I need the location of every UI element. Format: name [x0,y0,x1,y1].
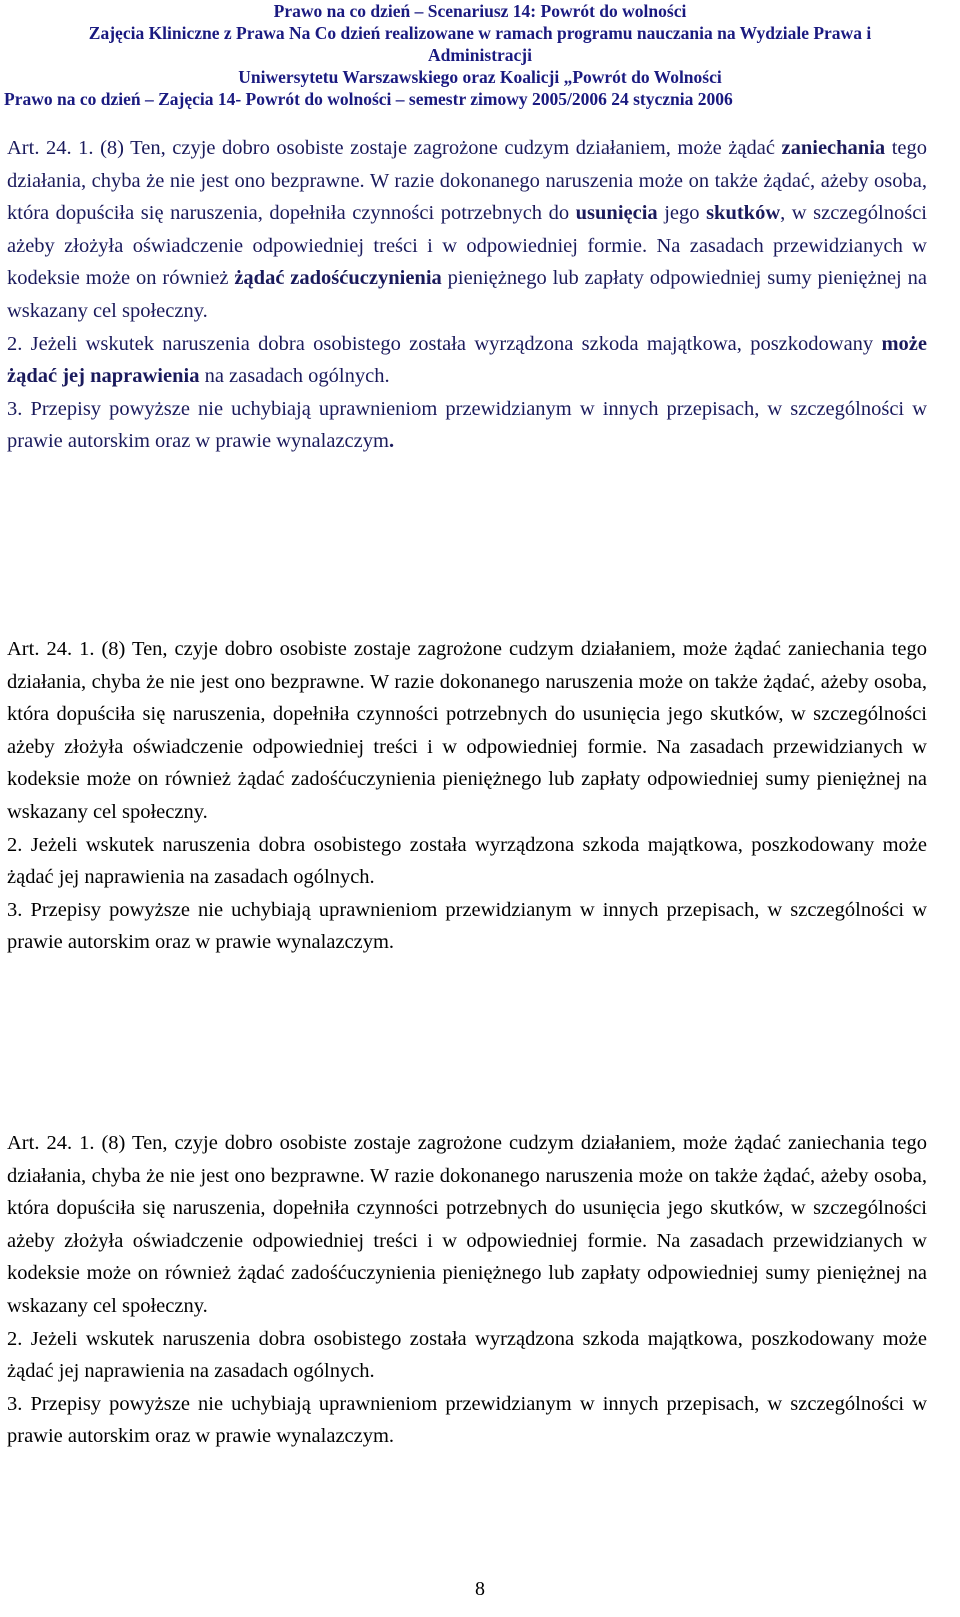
article-paragraph-2 [7,328,927,393]
text-span: 3. Przepisy powyższe nie uchybiają uprawnieniom przewidzianym w innych przepisach, w szczególności w prawie autorskim oraz w prawie wynalazczym [7,397,927,453]
text-span: jego [657,202,707,225]
header-title: Prawo na co dzień – Scenariusz 14: Powrót do wolności [273,1,687,21]
text-span: . [388,430,395,453]
article-paragraph-1: Art. 24. 1. (8) Ten, czyje dobro osobiste zostaje zagrożone cudzym działaniem, może żądać zaniechania tego działania, chyba że nie jest ono bezprawne. W razie dokonanego naruszenia może on także żądać, ażeby osoba, która dopuściła się naruszenia, dopełniła czynności potrzebnych do usunięcia jego skutków, w szczególności ażeby złożyła oświadczenie odpowiedniej treści i w odpowiedniej formie. Na zasadach przewidzianych w kodeksie może on również żądać zadośćuczynienia pieniężnego lub zapłaty odpowiedniej sumy pieniężnej na wskazany cel społeczny. [7,1132,927,1317]
article-block-2 [7,633,927,959]
article-paragraph-1: Art. 24. 1. (8) Ten, czyje dobro osobiste zostaje zagrożone cudzym działaniem, może żądać zaniechania tego działania, chyba że nie jest ono bezprawne. W razie dokonanego naruszenia może on także żądać, ażeby osoba, która dopuściła się naruszenia, dopełniła czynności potrzebnych do usunięcia jego skutków, w szczególności ażeby złożyła oświadczenie odpowiedniej treści i w odpowiedniej formie. Na zasadach przewidzianych w kodeksie może on również żądać zadośćuczynienia pieniężnego lub zapłaty odpowiedniej sumy pieniężnej na wskazany cel społeczny. [7,638,927,823]
article-paragraph-2: 2. Jeżeli wskutek naruszenia dobra osobistego została wyrządzona szkoda majątkowa, poszkodowany może żądać jej naprawienia na zasadach ogólnych. [7,833,927,889]
header-program: Zajęcia Kliniczne z Prawa Na Co dzień realizowane w ramach programu nauczania na Wydziale Prawa i [88,23,872,43]
article-block-highlighted [7,132,927,458]
text-span: tego działania, chyba że nie jest ono bezprawne. W razie dokonanego naruszenia może on także żądać, ażeby osoba, która dopuściła się naruszenia, dopełniła czynności potrzebnych do [7,137,928,225]
article-paragraph-2: 2. Jeżeli wskutek naruszenia dobra osobistego została wyrządzona szkoda majątkowa, poszkodowany może żądać jej naprawienia na zasadach ogólnych. [7,1327,927,1383]
emphasis-skutkow: skutków [706,202,781,225]
header-session: Prawo na co dzień – Zajęcia 14- Powrót do wolności – semestr zimowy 2005/2006 24 stycznia 2006 [4,89,733,109]
text-span: Art. 24. 1. (8) Ten, czyje dobro osobiste zostaje zagrożone cudzym działaniem, może żądać [7,137,782,159]
text-span: , w szczególności ażeby złożyła oświadczenie odpowiedniej treści i w odpowiedniej formie. Na zasadach przewidzianych w kodeksie może on również [7,202,927,290]
article-block-3 [7,1127,927,1453]
article-paragraph-1 [7,132,927,328]
text-span: 2. Jeżeli wskutek naruszenia dobra osobistego została wyrządzona szkoda majątkowa, poszkodowany [7,332,882,355]
emphasis-zaniechania: zaniechania [781,137,886,159]
header-university: Uniwersytetu Warszawskiego oraz Koalicji „Powrót do Wolności [238,67,722,87]
article-paragraph-3: 3. Przepisy powyższe nie uchybiają uprawnieniom przewidzianym w innych przepisach, w szczególności w prawie autorskim oraz w prawie wynalazczym. [7,898,927,954]
emphasis-zadoscuczynienia: żądać zadośćuczynienia [234,267,442,290]
emphasis-naprawienia: może żądać jej naprawienia [7,332,927,388]
text-span: na zasadach ogólnych. [199,365,390,388]
text-span: pieniężnego lub zapłaty odpowiedniej sumy pieniężnej na wskazany cel społeczny. [7,267,927,322]
article-paragraph-3 [7,393,927,458]
emphasis-usuniecia: usunięcia [575,202,658,225]
article-paragraph-3: 3. Przepisy powyższe nie uchybiają uprawnieniom przewidzianym w innych przepisach, w szczególności w prawie autorskim oraz w prawie wynalazczym. [7,1392,927,1448]
page-number: 8 [475,1578,485,1600]
document-header [0,0,960,110]
header-faculty: Administracji [427,45,533,65]
